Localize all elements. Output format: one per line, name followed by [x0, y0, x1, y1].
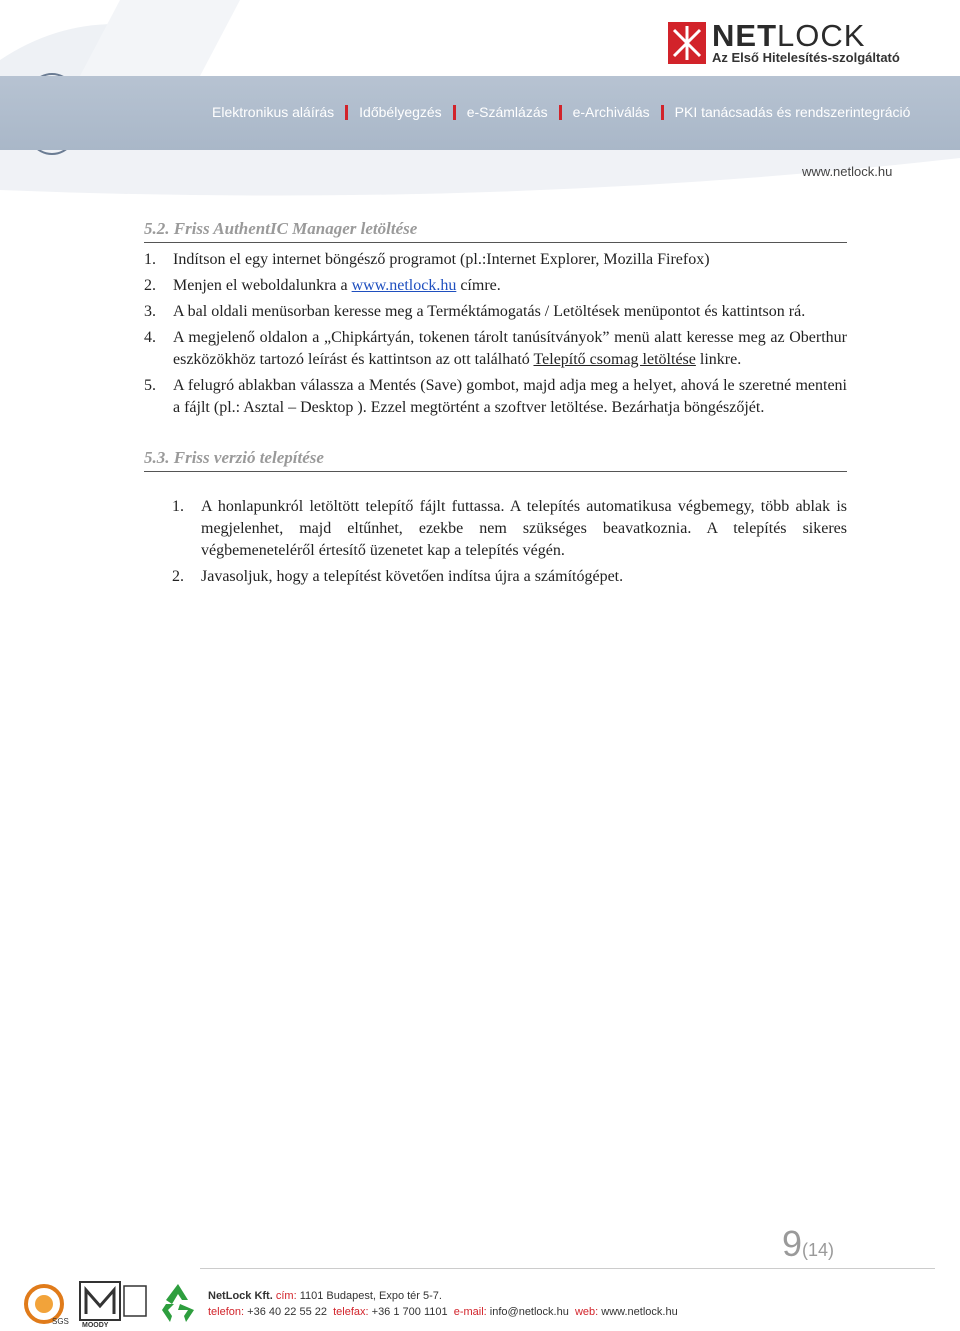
nav-item-pki-consulting[interactable]: PKI tanácsadás és rendszerintegráció [674, 104, 911, 120]
footer-divider [200, 1268, 935, 1269]
footer-logos [22, 1280, 202, 1328]
list-item: 1. Indítson el egy internet böngésző programot (pl.:Internet Explorer, Mozilla Firefox) [144, 251, 710, 268]
sgs-logo-icon [22, 1282, 70, 1326]
top-nav [212, 104, 910, 120]
footer-email-link[interactable]: info@netlock.hu [489, 1306, 569, 1318]
document-body [144, 218, 847, 588]
recycle-icon [158, 1282, 198, 1324]
list-item: 1. A honlapunkról letöltött telepítő fájlt futtassa. A telepítés automatikusa végbemegy, több ablak is megjelenhet, majd eltűnhet, ezekbe nem szükséges beavatkoznia. A telepítés sikeres végbemeneteléről értesítő üzenetet kap a telepítés végén. [172, 498, 847, 559]
moody-international-logo-icon [78, 1280, 148, 1328]
list-item: 2. Javasoljuk, hogy a telepítést követően indítsa újra a számítógépet. [172, 568, 624, 585]
footer-contact-line: telefon: +36 40 22 55 22 telefax: +36 1 700 1101 e-mail: info@netlock.hu web: www.netlock.hu [208, 1306, 678, 1318]
nav-separator [661, 105, 664, 120]
footer-address-line: NetLock Kft. cím: 1101 Budapest, Expo tér 5-7. [208, 1290, 442, 1302]
list-item: 2. Menjen el weboldalunkra a www.netlock.hu címre. [144, 277, 501, 294]
list-item: 5. A felugró ablakban válassza a Mentés (Save) gombot, majd adja meg a helyet, ahová le szeretné menteni a fájlt (pl.: Asztal – Desktop ). Ezzel megtörtént a szoftver letöltése. Bezárhatja böngészőjét. [144, 377, 847, 416]
nav-separator [345, 105, 348, 120]
list-item: 4. A megjelenő oldalon a „Chipkártyán, tokenen tárolt tanúsítványok” menü alatt keresse meg az Oberthur eszközökhöz tartozó leírást és kattintson az ott található Telepítő csomag letöltése linkre. [144, 329, 847, 368]
nav-separator [453, 105, 456, 120]
nav-item-electronic-signature[interactable]: Elektronikus aláírás [212, 104, 335, 120]
header-url[interactable]: www.netlock.hu [802, 164, 893, 179]
logo-wordmark: NETLOCK [712, 18, 866, 53]
list-item: 3. A bal oldali menüsorban keresse meg a Terméktámogatás / Letöltések menüpontot és kattintson rá. [144, 303, 806, 320]
footer-web-link[interactable]: www.netlock.hu [601, 1306, 678, 1318]
nav-item-e-archiving[interactable]: e-Archiválás [572, 104, 650, 120]
logo-tagline: Az Első Hitelesítés-szolgáltató [712, 50, 900, 65]
section-title-download: 5.2. Friss AuthentIC Manager letöltése [144, 218, 847, 243]
netlock-link[interactable]: www.netlock.hu [351, 277, 457, 294]
nav-item-e-invoicing[interactable]: e-Számlázás [466, 104, 548, 120]
nav-item-timestamping[interactable]: Időbélyegzés [359, 104, 442, 120]
page-header [0, 0, 960, 200]
svg-text:MOODY: MOODY [82, 1322, 109, 1328]
page-number: 9(14) [782, 1223, 835, 1264]
download-steps [144, 249, 847, 419]
installer-download-link[interactable]: Telepítő csomag letöltése [533, 351, 696, 368]
svg-text:SGS: SGS [52, 1317, 69, 1326]
section-title-install: 5.3. Friss verzió telepítése [144, 447, 847, 472]
nav-separator [559, 105, 562, 120]
netlock-logo-icon [668, 22, 706, 64]
install-steps [144, 496, 847, 588]
